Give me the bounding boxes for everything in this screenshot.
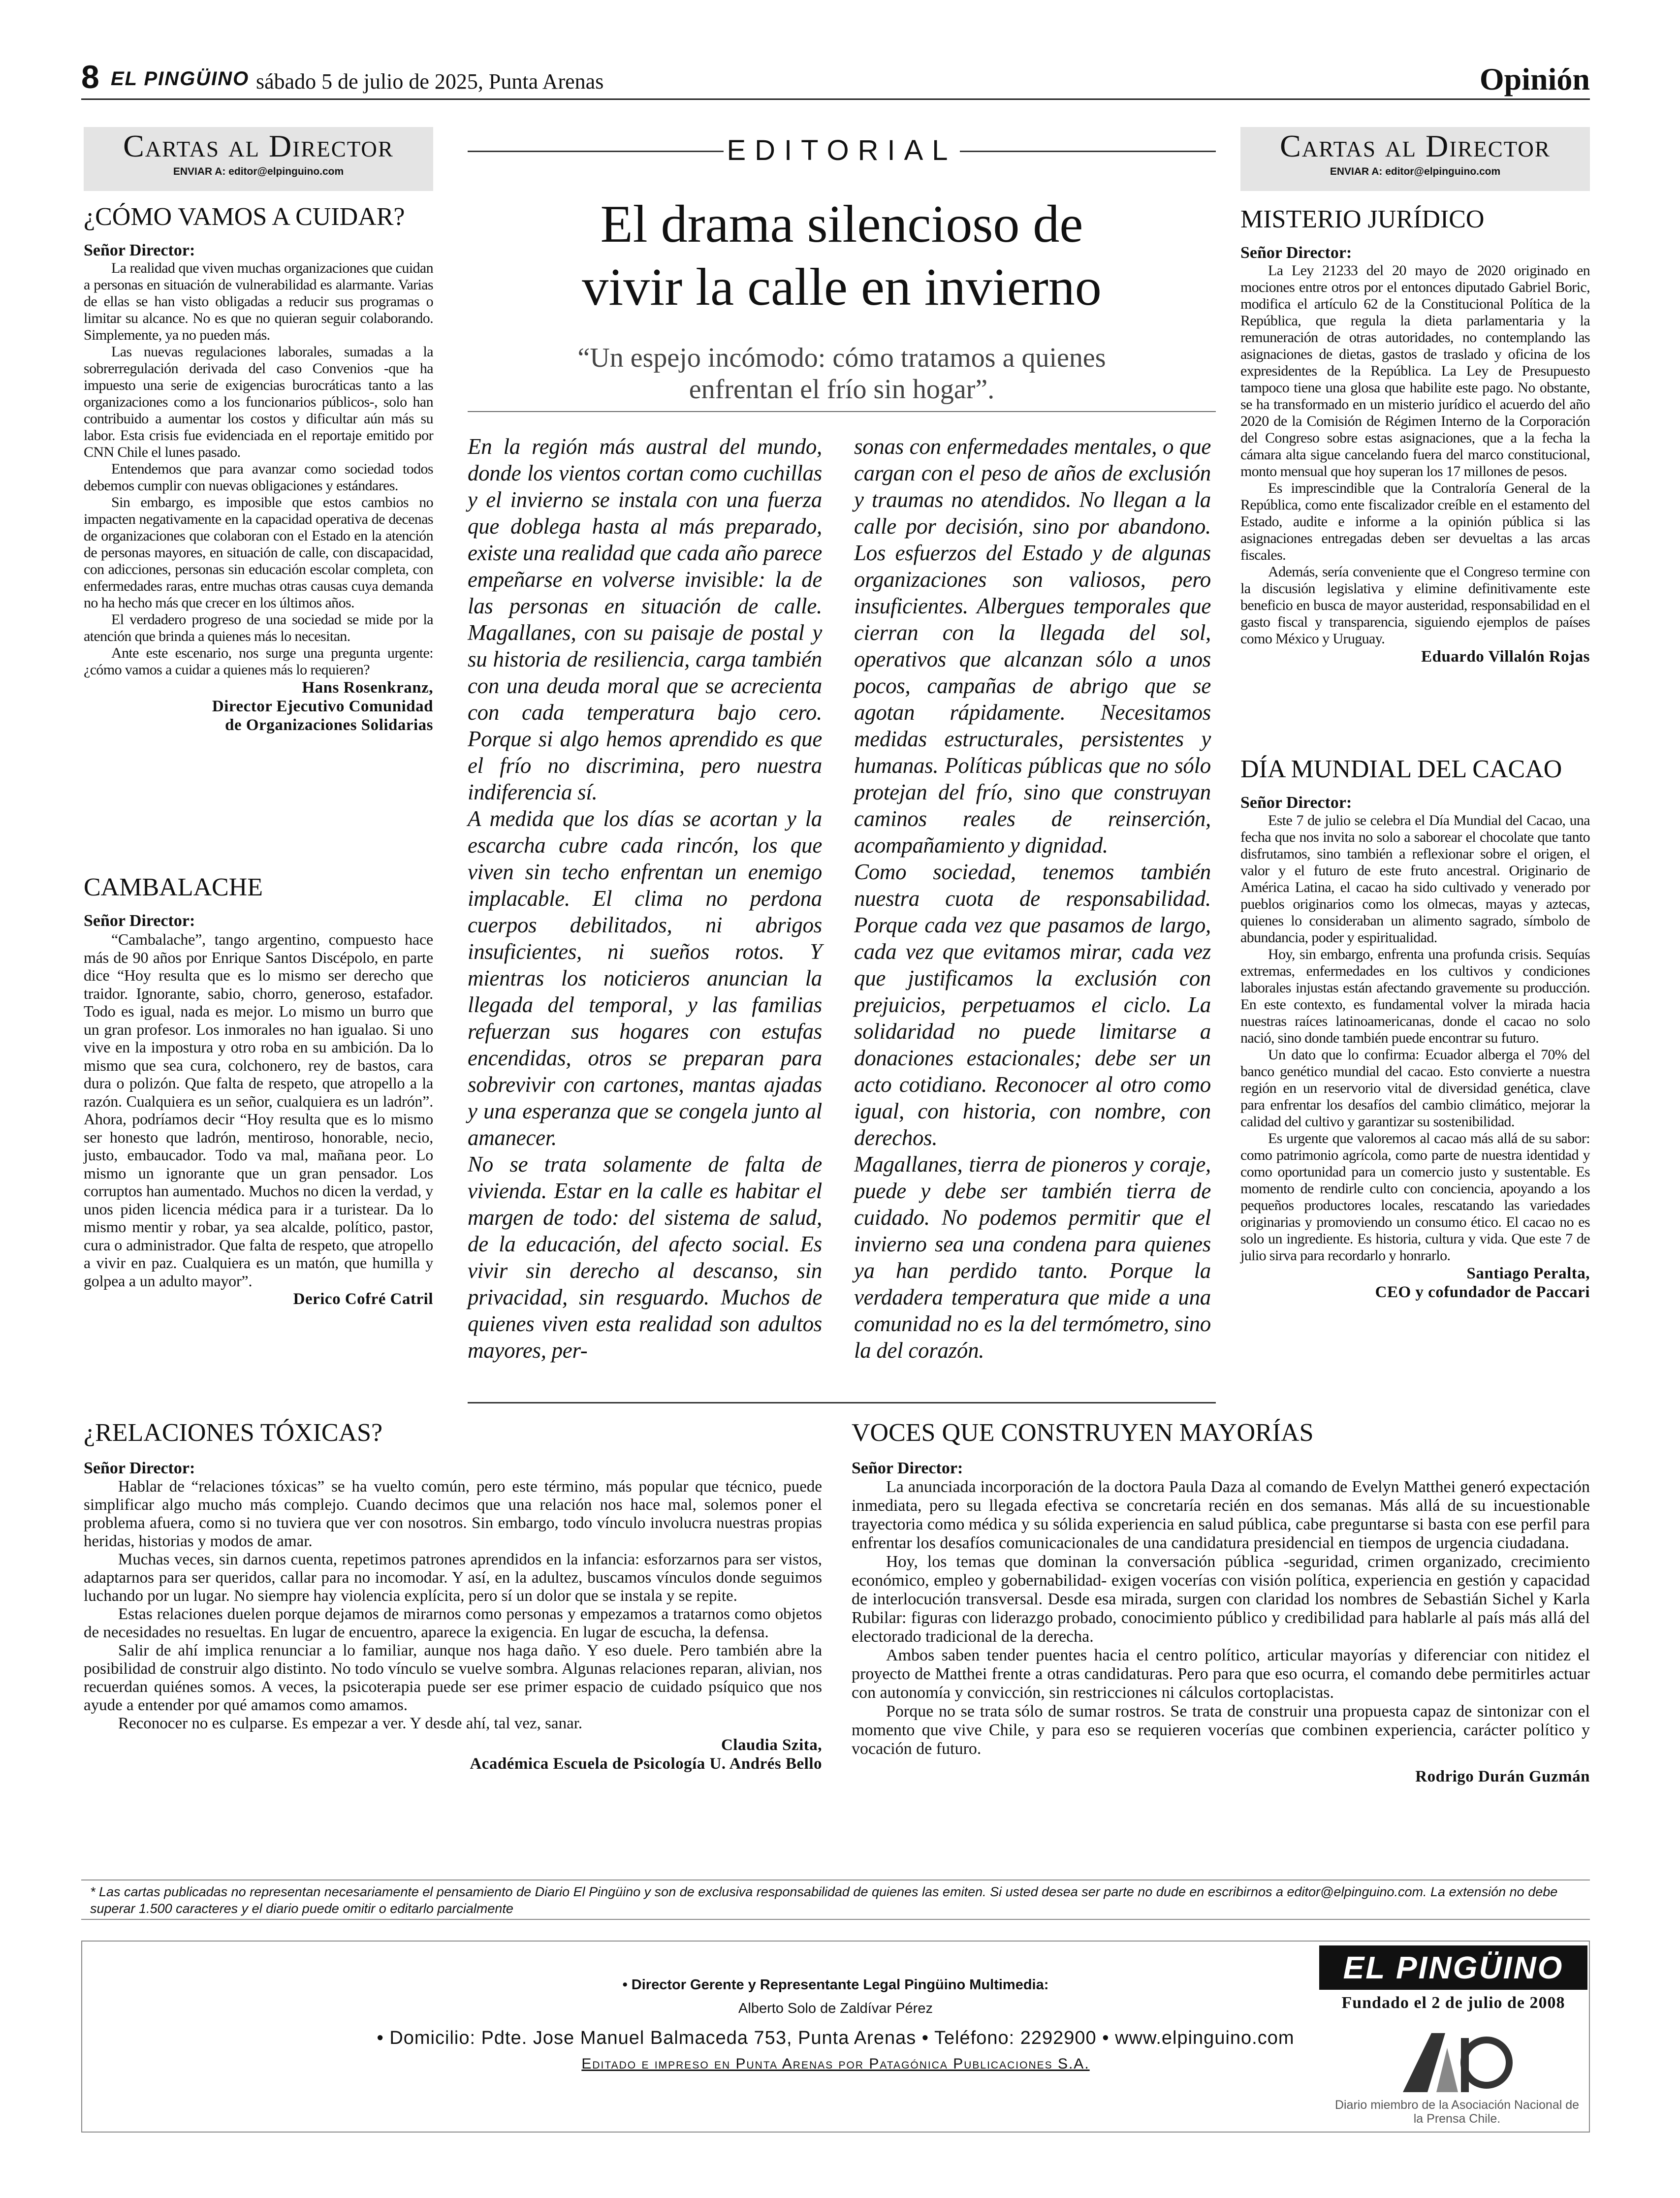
letter-body: [1240, 812, 1590, 1264]
editorial-label-wrap: [468, 129, 1216, 173]
letter-signature: [84, 1290, 433, 1308]
letter-heading: ¿CÓMO VAMOS A CUIDAR?: [84, 203, 405, 231]
signature-line: Académica Escuela de Psicología U. Andrés Bello: [470, 1755, 822, 1773]
letter-paragraph: Sin embargo, es imposible que estos cambios no impacten negativamente en la capacidad operativa de decenas de organizaciones que colaboran con el Estado en la atención de personas mayores, en situación de calle, con discapacidad, con adicciones, personas sin educación escolar completa, con enfermedades raras, entre muchas otras causas cuya demanda no ha hecho más que crecer en los últimos años.: [84, 494, 433, 611]
signature-line: CEO y cofundador de Paccari: [1375, 1283, 1590, 1301]
letter-salutation: Señor Director:: [84, 912, 195, 930]
cartas-send-to: ENVIAR A: editor@elpinguino.com: [1330, 166, 1501, 177]
header-logo: EL PINGÜINO: [111, 68, 250, 90]
editorial-paragraph: En la región más austral del mundo, donde los vientos cortan como cuchillas y el invierno se instala con una fuerza que doblega hasta al más preparado, existe una realidad que cada año parece empeñarse en volverse invisible: la de las personas en situación de calle. Magallanes, con su paisaje de postal y su historia de resiliencia, carga también con una deuda moral que se acrecienta con cada temperatura bajo cero. Porque si algo hemos aprendido es que el frío no discrimina, pero nuestra indiferencia sí.: [468, 434, 822, 804]
signature-line: Rodrigo Durán Guzmán: [1415, 1768, 1590, 1785]
editorial-divider: [468, 411, 1216, 412]
editorial-title-line: vivir la calle en invierno: [582, 258, 1102, 317]
editorial-paragraph: sonas con enfermedades mentales, o que cargan con el peso de años de exclusión y traumas no atendidos. No llegan a la calle por decisión, sino por abandono. Los esfuerzos del Estado y de algunas organizaciones son valiosos, pero insuficientes. Albergues temporales que cierran con la llegada del sol, operativos que alcanzan sólo a unos pocos, campañas de abrigo que se agotan rápidamente. Necesitamos medidas estructurales, persistentes y humanas. Políticas públicas que no sólo protejan del frío, sino que construyan caminos reales de reinserción, acompañamiento y dignidad.: [854, 434, 1211, 858]
letter-body: [84, 1478, 822, 1733]
letter-paragraph: “Cambalache”, tango argentino, compuesto hace más de 90 años por Enrique Santos Discépolo, en parte dice “Hoy resulta que es lo mismo ser derecho que traidor. Ignorante, sabio, chorro, generoso, estafador. Todo es igual, nada es mejor. Lo mismo un burro que un gran profesor. Los inmorales no han igualao. Si uno vive en la impostura y otro roba en su ambición. Da lo mismo que sea cura, colchonero, rey de bastos, cara dura o polizón. Que falta de respeto, que atropello a la razón. Cualquiera es un señor, cualquiera es un ladrón”. Ahora, podríamos decir “Hoy resulta que es lo mismo ser honesto que ladrón, mentiroso, honorable, necio, justo, embaucador. Todo va mal, mañana peor. Lo mismo un ignorante que un gran pensador. Los corruptos han aumentado. Muchos no dicen la verdad, y unos piden licencia médica para ir a turistear. Da lo mismo mentir y robar, ya sea alcalde, político, pastor, cura o administrador. Que falta de respeto, que atropello a vivir en paz. Cualquiera es un matón, que humilla y golpea a un adulto mayor”.: [84, 930, 433, 1290]
letter-signature: [1240, 1264, 1590, 1302]
section-name: Opinión: [1479, 62, 1590, 96]
cartas-header-left: [84, 127, 433, 191]
letter-paragraph: La anunciada incorporación de la doctora Paula Daza al comando de Evelyn Matthei generó expectación inmediata, pero su llegada efectiva se concretaría recién en dos semanas. Más allá de su incuestionable trayectoria como médica y su sólida experiencia en salud pública, cabe preguntarse si basta con ese perfil para enfrentar los desafíos comunicacionales de una candidatura presidencial en tiempos de urgencia ciudadana.: [852, 1478, 1590, 1552]
letter-paragraph: Entendemos que para avanzar como sociedad todos debemos cumplir con nuevas obligaciones y estándares.: [84, 461, 433, 494]
cartas-title: Cartas al Director: [1280, 128, 1551, 163]
letter-signature: [84, 1736, 822, 1773]
letter-paragraph: Reconocer no es culparse. Es empezar a ver. Y desde ahí, tal vez, sanar.: [118, 1715, 583, 1732]
editorial-title-line: El drama silencioso de: [600, 195, 1083, 254]
letter-voces-que-construyen-mayorias: [852, 1418, 1590, 1786]
anp-logo: [1393, 2028, 1521, 2097]
anp-caption: Diario miembro de la Asociación Nacional de la Prensa Chile.: [1334, 2098, 1580, 2126]
letter-signature: [84, 678, 433, 734]
letter-salutation: Señor Director:: [1240, 794, 1352, 812]
editorial-subtitle-line: “Un espejo incómodo: cómo tratamos a quienes: [577, 343, 1106, 373]
editorial-paragraph: Como sociedad, tenemos también nuestra cuota de responsabilidad. Porque cada vez que pasamos de largo, cada vez que evitamos mirar, cada vez que justificamos la exclusión con prejuicios, perpetuamos el ciclo. La solidaridad no puede limitarse a donaciones estacionales; debe ser un acto cotidiano. Reconocer al otro como igual, con historia, con nombre, con derechos.: [854, 860, 1211, 1150]
letter-heading: DÍA MUNDIAL DEL CACAO: [1240, 755, 1562, 783]
editorial-rule-left: [468, 151, 724, 152]
editorial-rule-right: [960, 151, 1216, 152]
letter-como-vamos-a-cuidar: [84, 202, 433, 734]
letter-paragraph: Es urgente que valoremos al cacao más allá de su sabor: como patrimonio agrícola, como parte de nuestra identidad y como oportunidad para un comercio justo y sustentable. Es momento de rendirle culto con conciencia, apoyando a los pequeños productores locales, rescatando las variedades originarias y promoviendo un consumo ético. El cacao no es solo un ingrediente. Es historia, cultura y vida. Que este 7 de julio sirva para recordarlo y honrarlo.: [1240, 1130, 1590, 1264]
letter-body: [84, 260, 433, 678]
page-number: 8: [81, 59, 99, 95]
letter-paragraph: Salir de ahí implica renunciar a lo familiar, aunque nos haga daño. Y eso duele. Pero también abre la posibilidad de construir algo distinto. No todo vínculo se vuelve sombra. Algunas relaciones reparan, alivian, nos recuerdan quiénes somos. A veces, la psicoterapia puede ser ese primer espacio de cuidado psíquico que nos ayude a entender por qué amamos como amamos.: [84, 1642, 822, 1714]
signature-line: Derico Cofré Catril: [293, 1290, 433, 1308]
letter-paragraph: Estas relaciones duelen porque dejamos de mirarnos como personas y empezamos a tratarnos como objetos de necesidades no resueltas. En lugar de encuentro, aparece la exigencia. En lugar de escucha, la defensa.: [84, 1605, 822, 1641]
letter-dia-mundial-del-cacao: [1240, 754, 1590, 1302]
anp-logo-text: [1393, 2028, 1394, 2029]
letter-relaciones-toxicas: [84, 1418, 822, 1773]
letter-heading: MISTERIO JURÍDICO: [1240, 205, 1485, 233]
letter-salutation: Señor Director:: [84, 241, 195, 259]
letter-paragraph: La realidad que viven muchas organizaciones que cuidan a personas en situación de vulnerabilidad es alarmante. Varias de ellas se han visto obligadas a reducir sus programas o limitar su alcance. No es que no quieran seguir colaborando. Simplemente, ya no pueden más.: [84, 260, 433, 343]
letter-paragraph: Muchas veces, sin darnos cuenta, repetimos patrones aprendidos en la infancia: esforzarnos para ser vistos, adaptarnos para ser queridos, callar para no incomodar. Y así, en la adultez, buscamos vínculos donde seguimos luchando por un lugar. No siempre hay violencia explícita, pero sí un dolor que se instala y se repite.: [84, 1551, 822, 1605]
printed-by-line: Editado e impreso en Punta Arenas por Patagónica Publicaciones S.A.: [581, 2056, 1090, 2072]
editorial-paragraph: A medida que los días se acortan y la escarcha cubre cada rincón, los que viven sin techo enfrentan un enemigo implacable. El clima no perdona cuerpos debilitados, ni abrigos insuficientes, ni sueños rotos. Y mientras los noticieros anuncian la llegada del temporal, y las familias refuerzan sus hogares con estufas encendidas, otros se preparan para sobrevivir con cartones, mantas ajadas y una esperanza que se congela junto al amanecer.: [468, 806, 822, 1150]
letter-paragraph: La Ley 21233 del 20 mayo de 2020 originado en mociones entre otros por el entonces diputado Gabriel Boric, modifica el artículo 62 de la Constitucional Política de la República, que regula la dieta parlamentaria y la remuneración de otras autoridades, no contemplando las asignaciones de dietas, gastos de traslado y oficina de los expresidentes de la República. La Ley de Presupuesto tampoco tiene una glosa que habilite este pago. No obstante, se ha transformado en un misterio jurídico el acuerdo del año 2020 de la Comisión de Régimen Interno de la Corporación del Congreso sobre estas asignaciones, que a la fecha la cámara alta sigue cancelando fuera del marco constitucional, monto mensual que hoy superan los 17 millones de pesos.: [1240, 262, 1590, 479]
letter-paragraph: Este 7 de julio se celebra el Día Mundial del Cacao, una fecha que nos invita no solo a saborear el chocolate que tanto disfrutamos, sino también a reflexionar sobre el origen, el valor y el futuro de este fruto ancestral. Originario de América Latina, el cacao ha sido cultivado y venerado por pueblos originarios como los olmecas, mayas y aztecas, quienes lo consideraban un alimento sagrado, símbolo de abundancia, poder y espiritualidad.: [1240, 812, 1590, 946]
letter-heading: ¿RELACIONES TÓXICAS?: [84, 1419, 383, 1447]
letter-paragraph: Porque no se trata sólo de sumar rostros. Se trata de construir una propuesta capaz de sintonizar con el momento que vive Chile, y para eso se requieren vocerías que combinen experiencia, carácter político y vocación de futuro.: [852, 1702, 1590, 1758]
letter-salutation: Señor Director:: [1240, 244, 1352, 262]
letter-body: [852, 1478, 1590, 1758]
cartas-title: Cartas al Director: [123, 128, 394, 163]
letter-paragraph: El verdadero progreso de una sociedad se mide por la atención que brinda a quienes más lo necesitan.: [84, 611, 433, 644]
letter-paragraph: Hoy, los temas que dominan la conversación pública -seguridad, crimen organizado, crecimiento económico, empleo y gobernabilidad- exigen vocerías con visión política, experiencia en gestión y capacidad de interlocución transversal. Desde esa mirada, surgen con claridad los nombres de Sebastián Sichel y Karla Rubilar: figuras con liderazgo probado, conocimiento público y credibilidad para hablarle al país más allá del electorado tradicional de la derecha.: [852, 1553, 1590, 1646]
letter-paragraph: Ambos saben tender puentes hacia el centro político, articular mayorías y diferenciar con nitidez el proyecto de Matthei frente a otras candidaturas. Pero para que eso ocurra, el comando debe permitirles actuar con autonomía y convicción, sin restricciones ni cálculos cortoplacistas.: [852, 1646, 1590, 1702]
signature-line: Santiago Peralta,: [1466, 1265, 1590, 1282]
letter-signature: [852, 1767, 1590, 1786]
letter-misterio-juridico: [1240, 204, 1590, 666]
letter-body: [1240, 262, 1590, 647]
letter-paragraph: Hablar de “relaciones tóxicas” se ha vuelto común, pero este término, más popular que técnico, puede simplificar algo mucho más complejo. Cuando decimos que una relación nos hace mal, solemos poner el problema afuera, como si no tuviera que ver con nosotros. Sin embargo, todo vínculo involucra nuestras propias heridas, historias y modos de amar.: [84, 1478, 822, 1550]
letter-salutation: Señor Director:: [84, 1459, 195, 1477]
letter-paragraph: Ante este escenario, nos surge una pregunta urgente: ¿cómo vamos a cuidar a quienes más lo requieren?: [84, 645, 433, 678]
editorial-paragraph: Magallanes, tierra de pioneros y coraje, puede y debe ser también tierra de cuidado. No podemos permitir que el invierno sea una condena para quienes ya han perdido tanto. Porque la verdadera temperatura que mide a una comunidad no es la del termómetro, sino la del corazón.: [854, 1152, 1211, 1363]
editorial-bottom-rule: [468, 1402, 1216, 1403]
editorial-subtitle-line: enfrentan el frío sin hogar”.: [689, 374, 995, 405]
letter-heading: VOCES QUE CONSTRUYEN MAYORÍAS: [852, 1419, 1314, 1447]
editorial-paragraph: No se trata solamente de falta de vivienda. Estar en la calle es habitar el margen de todo: del sistema de salud, de la educación, del afecto social. Es vivir sin derecho al descanso, sin privacidad, sin resguardo. Muchos de quienes viven esta realidad son adultos mayores, per-: [468, 1152, 822, 1363]
signature-line: de Organizaciones Solidarias: [225, 716, 433, 734]
cartas-header-right: [1240, 127, 1590, 191]
editorial-column-2: [854, 433, 1211, 1364]
letter-paragraph: Hoy, sin embargo, enfrenta una profunda crisis. Sequías extremas, enfermedades en los cultivos y condiciones laborales injustas están afectando gravemente su producción. En este contexto, es fundamental volver la mirada hacia nuestras raíces latinoamericanas, donde el cacao no solo nació, sino donde también puede encontrar su futuro.: [1240, 946, 1590, 1046]
founded-date: Fundado el 2 de julio de 2008: [1341, 1994, 1565, 2012]
signature-line: Hans Rosenkranz,: [302, 679, 433, 697]
cartas-send-to: ENVIAR A: editor@elpinguino.com: [173, 166, 344, 177]
letter-heading: CAMBALACHE: [84, 873, 263, 901]
letter-paragraph: Un dato que lo confirma: Ecuador alberga el 70% del banco genético mundial del cacao. Esto convierte a nuestra región en un reservorio vital de diversidad genética, clave para enfrentar los desafíos del cambio climático, mejorar la calidad del cultivo y garantizar su sostenibilidad.: [1240, 1047, 1590, 1130]
editorial-subtitle: [468, 342, 1216, 405]
director-label: • Director Gerente y Representante Legal Pingüino Multimedia:: [622, 1977, 1049, 1993]
signature-line: Director Ejecutivo Comunidad: [212, 698, 433, 715]
footer-brand-logo: EL PINGÜINO: [1319, 1945, 1587, 1990]
signature-line: Eduardo Villalón Rojas: [1421, 648, 1590, 666]
editorial-label: EDITORIAL: [724, 129, 960, 172]
letter-signature: [1240, 647, 1590, 666]
letter-paragraph: Es imprescindible que la Contraloría General de la República, como ente fiscalizador creíble en el estamento del Estado, audite e informe a la opinión pública si las asignaciones entregadas deben ser devueltas a las arcas fiscales.: [1240, 480, 1590, 563]
letter-salutation: Señor Director:: [852, 1459, 963, 1477]
page-date: sábado 5 de julio de 2025, Punta Arenas: [256, 69, 604, 94]
letters-disclaimer: * Las cartas publicadas no representan necesariamente el pensamiento de Diario El Pingüino y son de exclusiva responsabilidad de quienes las emiten. Si usted desea ser parte no dude en escribirnos a editor@elpinguino.com. La extensión no debe superar 1.500 caracteres y el diario puede omitir o editarlo parcialmente: [81, 1879, 1590, 1920]
anp-logo-mark: [1393, 2028, 1521, 2097]
address-line: • Domicilio: Pdte. Jose Manuel Balmaceda 753, Punta Arenas • Teléfono: 2292900 • www.elpinguino.com: [377, 2028, 1295, 2048]
letter-body: [84, 930, 433, 1290]
signature-line: Claudia Szita,: [721, 1736, 822, 1754]
letter-paragraph: Además, sería conveniente que el Congreso termine con la discusión legislativa y elimine definitivamente este beneficio en busca de mayor austeridad, responsabilidad en el gasto fiscal y transparencia, siguiendo ejemplos de países como México y Uruguay.: [1240, 564, 1590, 647]
editorial-column-1: [468, 433, 822, 1364]
letter-cambalache: [84, 872, 433, 1308]
director-name: Alberto Solo de Zaldívar Pérez: [738, 2001, 933, 2016]
letter-paragraph: Las nuevas regulaciones laborales, sumadas a la sobrerregulación derivada del caso Convenios -que ha impuesto una serie de exigencias burocráticas tanto a las organizaciones como a los funcionarios públicos-, solo han contribuido a aumentar los costos y dificultar aún más su labor. Esta crisis fue evidenciada en el reportaje emitido por CNN Chile el lunes pasado.: [84, 344, 433, 460]
editorial-title: [468, 193, 1216, 319]
